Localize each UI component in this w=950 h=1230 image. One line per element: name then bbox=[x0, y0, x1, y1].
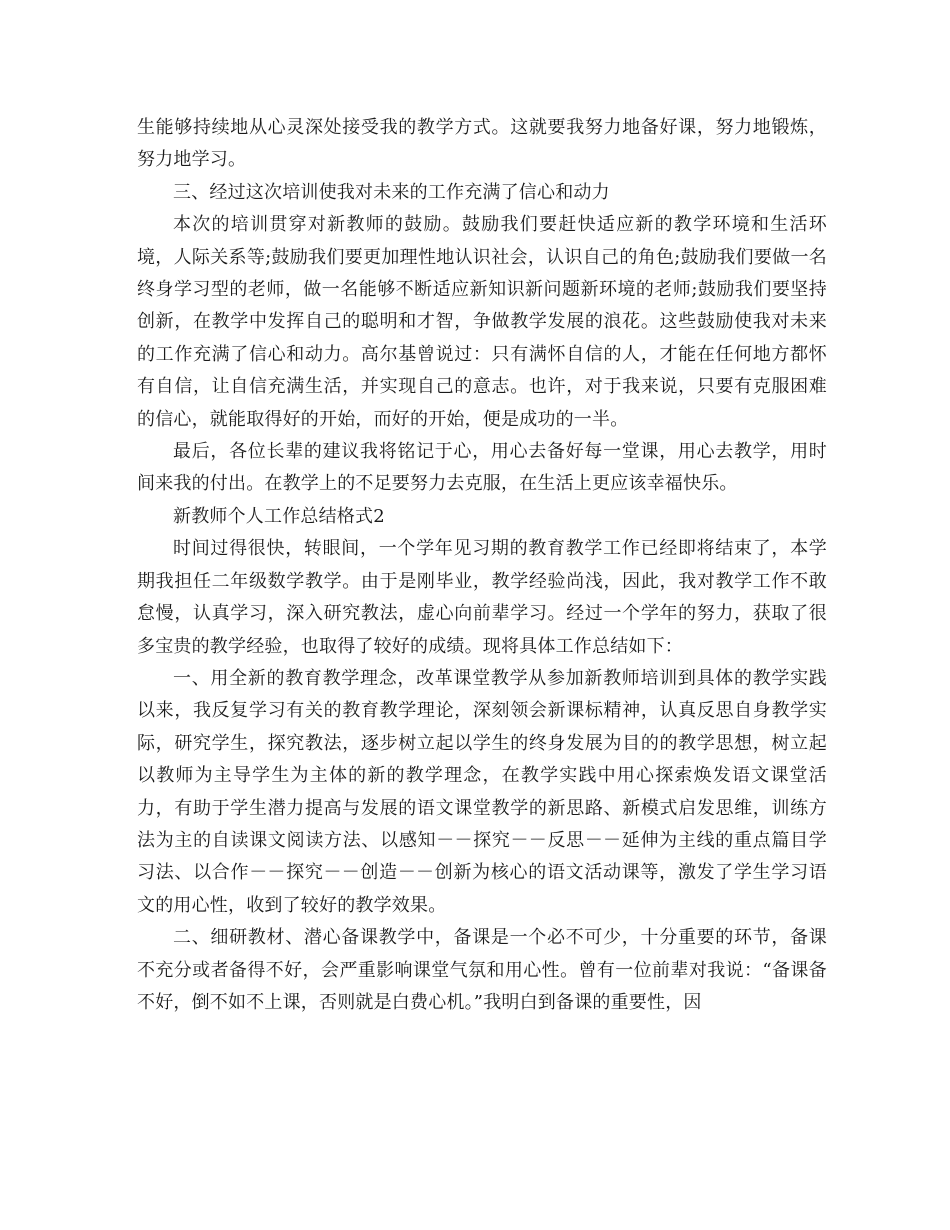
paragraph-point-2: 二、细研教材、潜心备课教学中，备课是一个必不可少，十分重要的环节，备课不充分或者备得不好，会严重影响课堂气氛和用心性。曾有一位前辈对我说：“备课备不好，倒不如不上课，否则就是白费心机。”我明白到备课的重要性，因 bbox=[137, 927, 827, 1013]
paragraph-continued: 生能够持续地从心灵深处接受我的教学方式。这就要我努力地备好课，努力地锻炼，努力地学习。 bbox=[137, 117, 827, 171]
paragraph-closing: 最后，各位长辈的建议我将铭记于心，用心去备好每一堂课，用心去教学，用时间来我的付出。在教学上的不足要努力去克服，在生活上更应该幸福快乐。 bbox=[137, 441, 827, 495]
paragraph-intro: 时间过得很快，转眼间，一个学年见习期的教育教学工作已经即将结束了，本学期我担任二年级数学教学。由于是刚毕业，教学经验尚浅，因此，我对教学工作不敢怠慢，认真学习，深入研究教法，虚心向前辈学习。经过一个学年的努力，获取了很多宝贵的教学经验，也取得了较好的成绩。现将具体工作总结如下： bbox=[137, 538, 827, 657]
paragraph-encouragement: 本次的培训贯穿对新教师的鼓励。鼓励我们要赶快适应新的教学环境和生活环境，人际关系等;鼓励我们要更加理性地认识社会，认识自己的角色;鼓励我们要做一名终身学习型的老师，做一名能够不断适应新知识新问题新环境的老师;鼓励我们要坚持创新，在教学中发挥自己的聪明和才智，争做教学发展的浪花。这些鼓励使我对未来的工作充满了信心和动力。高尔基曾说过：只有满怀自信的人，才能在任何地方都怀有自信，让自信充满生活，并实现自己的意志。也许，对于我来说，只要有克服困难的信心，就能取得好的开始，而好的开始，便是成功的一半。 bbox=[137, 214, 827, 430]
section-heading-3: 三、经过这次培训使我对未来的工作充满了信心和动力 bbox=[173, 181, 610, 203]
document-subtitle: 新教师个人工作总结格式2 bbox=[173, 505, 385, 527]
paragraph-point-1: 一、用全新的教育教学理念，改革课堂教学从参加新教师培训到具体的教学实践以来，我反复学习有关的教育教学理论，深刻领会新课标精神，认真反思自身教学实际，研究学生，探究教法，逐步树立起以学生的终身发展为目的的教学思想，树立起以教师为主导学生为主体的新的教学理念，在教学实践中用心探索焕发语文课堂活力，有助于学生潜力提高与发展的语文课堂教学的新思路、新模式启发思维，训练方法为主的自读课文阅读方法、以感知－－探究－－反思－－延伸为主线的重点篇目学习法、以合作－－探究－－创造－－创新为核心的语文活动课等，激发了学生学习语文的用心性，收到了较好的教学效果。 bbox=[137, 667, 827, 916]
body-text bbox=[137, 112, 827, 1019]
